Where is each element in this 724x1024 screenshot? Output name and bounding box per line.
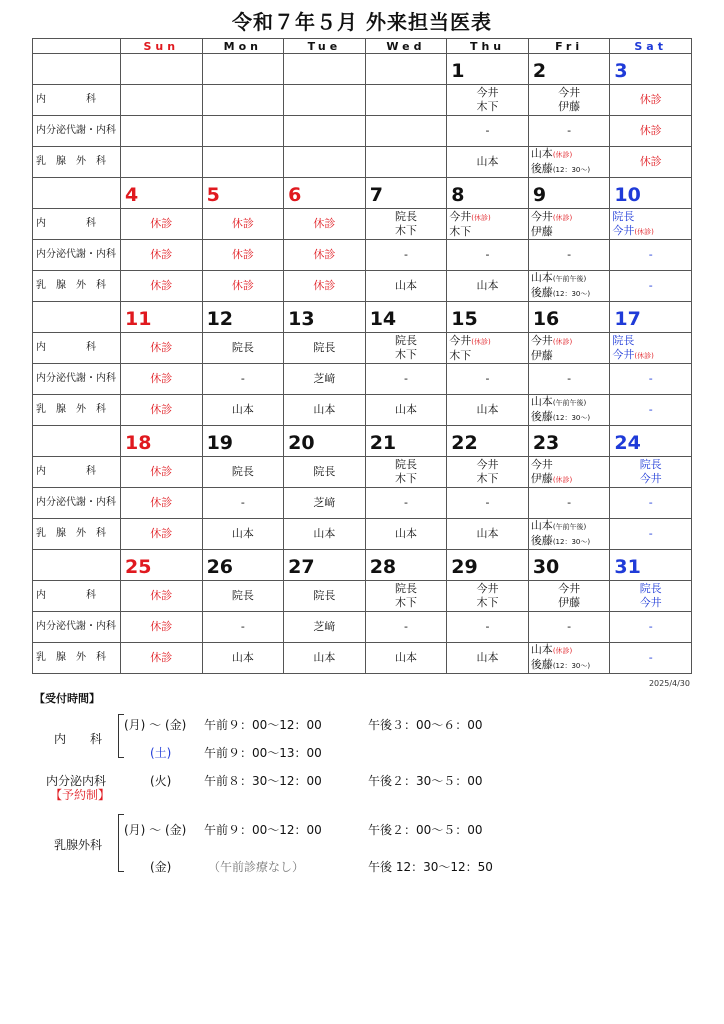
doctor-cell (121, 116, 203, 147)
doctor-cell: - (365, 364, 447, 395)
doctor-cell: 今井 伊藤(休診) (528, 457, 610, 488)
doctor-cell: 山本 (447, 147, 529, 178)
date-number: 4 (125, 184, 139, 206)
date-cell (202, 178, 284, 209)
doctor-cell: 休診 (610, 116, 692, 147)
date-cell (528, 550, 610, 581)
doctor-cell: - (610, 240, 692, 271)
naika-weekday-pm: 午後３：00～６：00 (368, 718, 483, 732)
doctor-cell: 芝﨑 (284, 488, 366, 519)
doctor-cell: 休診 (121, 333, 203, 364)
doctor-cell (284, 147, 366, 178)
doctor-cell: 山本 (447, 519, 529, 550)
date-number: 31 (614, 556, 641, 578)
doctor-cell: 芝﨑 (284, 364, 366, 395)
doctor-cell: - (365, 488, 447, 519)
date-cell (365, 426, 447, 457)
nyusen-weekday-pm: 午後２：00～５：00 (368, 823, 483, 837)
doctor-cell: 院長 木下 (365, 457, 447, 488)
nyusen-weekday-am: 午前９：00～12：00 (204, 823, 322, 837)
weekday-tue: Tue (284, 39, 366, 54)
date-number: 19 (206, 432, 234, 454)
doctor-cell: 休診 (284, 209, 366, 240)
doctor-cell: 今井(休診) 伊藤 (528, 209, 610, 240)
date-cell (610, 302, 692, 333)
doctor-cell: 休診 (202, 240, 284, 271)
nyusen-fri-note: （午前診療なし） (208, 860, 305, 874)
doctor-cell: 今井 木下 (447, 581, 529, 612)
week-5-nyusen-row (33, 643, 692, 674)
week-4-nyusen-row (33, 519, 692, 550)
doctor-cell: - (447, 364, 529, 395)
doctor-cell (365, 116, 447, 147)
doctor-cell: 山本 (447, 271, 529, 302)
weekday-fri: Fri (528, 39, 610, 54)
naibun-label: 内分泌内科 (46, 774, 107, 788)
nyusen-label: 乳腺外科 (54, 838, 103, 852)
date-number: 23 (532, 432, 560, 454)
department-label: 内 科 (33, 581, 121, 612)
doctor-cell (202, 116, 284, 147)
doctor-cell: 休診 (121, 240, 203, 271)
date-label-blank (33, 426, 121, 457)
doctor-cell (284, 116, 366, 147)
date-label-blank (33, 302, 121, 333)
department-label: 乳 腺 外 科 (33, 643, 121, 674)
date-number: 29 (451, 556, 478, 578)
doctor-cell: 休診 (610, 147, 692, 178)
date-cell (121, 178, 203, 209)
date-number: 2 (532, 60, 547, 82)
date-cell (121, 426, 203, 457)
date-cell (284, 550, 366, 581)
date-number: 14 (369, 308, 397, 330)
doctor-cell: 今井(休診) 木下 (447, 209, 529, 240)
doctor-cell: 休診 (121, 395, 203, 426)
schedule-table (32, 38, 692, 674)
doctor-cell: - (202, 488, 284, 519)
doctor-cell: 院長 (284, 581, 366, 612)
date-number: 8 (451, 184, 465, 206)
date-cell (202, 54, 284, 85)
date-cell (284, 426, 366, 457)
week-4-naika-row (33, 457, 692, 488)
department-label: 乳 腺 外 科 (33, 271, 121, 302)
doctor-cell: 院長 今井(休診) (610, 209, 692, 240)
doctor-cell: 院長 (284, 333, 366, 364)
date-number: 3 (614, 60, 628, 82)
date-cell (284, 178, 366, 209)
date-number: 30 (532, 556, 560, 578)
date-number: 16 (532, 308, 560, 330)
doctor-cell: 院長 (284, 457, 366, 488)
doctor-cell: 休診 (202, 271, 284, 302)
naibun-am: 午前８：30～12：00 (204, 774, 322, 788)
date-cell (610, 426, 692, 457)
department-label: 内分泌代謝・内科 (33, 116, 121, 147)
nyusen-weekday: (月) ～ (金) (124, 823, 187, 837)
week-1-nyusen-row (33, 147, 692, 178)
department-label: 内分泌代謝・内科 (33, 612, 121, 643)
date-number: 11 (125, 308, 152, 330)
week-2-naika-row (33, 209, 692, 240)
doctor-cell: 山本 (447, 643, 529, 674)
doctor-cell: - (365, 612, 447, 643)
date-number: 22 (451, 432, 478, 454)
doctor-cell (202, 147, 284, 178)
date-cell (528, 54, 610, 85)
doctor-cell (202, 85, 284, 116)
doctor-cell: 休診 (121, 209, 203, 240)
date-cell (365, 54, 447, 85)
doctor-cell: 山本(午前午後) 後藤(12：30～) (528, 271, 610, 302)
doctor-cell: 休診 (121, 457, 203, 488)
date-number: 28 (369, 556, 397, 578)
date-number: 24 (614, 432, 641, 454)
doctor-cell: 山本(休診) 後藤(12：30～) (528, 147, 610, 178)
naibun-pm: 午後２：30～５：00 (368, 774, 483, 788)
doctor-cell: 山本 (284, 519, 366, 550)
department-label: 内 科 (33, 457, 121, 488)
doctor-cell (121, 147, 203, 178)
date-cell (284, 302, 366, 333)
date-cell (202, 426, 284, 457)
weekday-sat: Sat (610, 39, 692, 54)
week-1-dates (33, 54, 692, 85)
date-cell (528, 302, 610, 333)
doctor-cell: 山本 (202, 643, 284, 674)
naika-sat-am: 午前９：00～13：00 (204, 746, 322, 760)
date-number: 7 (369, 184, 383, 206)
doctor-cell: 山本(休診) 後藤(12：30～) (528, 643, 610, 674)
department-label: 乳 腺 外 科 (33, 395, 121, 426)
doctor-cell: - (610, 519, 692, 550)
date-number: 27 (288, 556, 315, 578)
naibun-note: 【予約制】 (50, 788, 111, 802)
week-2-nyusen-row (33, 271, 692, 302)
department-label: 内分泌代謝・内科 (33, 488, 121, 519)
doctor-cell: 休診 (121, 581, 203, 612)
doctor-cell: 今井 木下 (447, 85, 529, 116)
doctor-cell: 院長 今井 (610, 581, 692, 612)
doctor-cell: - (447, 488, 529, 519)
doctor-cell: 院長 (202, 581, 284, 612)
doctor-cell (365, 85, 447, 116)
department-label: 内分泌代謝・内科 (33, 364, 121, 395)
week-5-dates (33, 550, 692, 581)
doctor-cell: 院長 (202, 457, 284, 488)
doctor-cell: 山本 (202, 519, 284, 550)
week-1-naibunpitsu-row (33, 116, 692, 147)
date-cell (528, 426, 610, 457)
doctor-cell: - (447, 116, 529, 147)
date-number: 21 (369, 432, 397, 454)
doctor-cell: 今井(休診) 伊藤 (528, 333, 610, 364)
date-cell (365, 178, 447, 209)
week-3-nyusen-row (33, 395, 692, 426)
date-cell (447, 178, 529, 209)
department-label: 乳 腺 外 科 (33, 519, 121, 550)
doctor-cell: - (610, 643, 692, 674)
doctor-cell: 休診 (121, 643, 203, 674)
doctor-cell: - (528, 488, 610, 519)
date-cell (202, 302, 284, 333)
doctor-cell: 山本 (365, 643, 447, 674)
naika-weekday: (月) ～ (金) (124, 718, 187, 732)
date-label-blank (33, 54, 121, 85)
doctor-cell: 今井 木下 (447, 457, 529, 488)
date-cell (447, 550, 529, 581)
doctor-cell: 院長 今井 (610, 457, 692, 488)
doctor-cell (365, 147, 447, 178)
doctor-cell: - (202, 364, 284, 395)
week-3-dates (33, 302, 692, 333)
doctor-cell: - (528, 612, 610, 643)
weekday-header-row (33, 39, 692, 54)
week-1-naika-row (33, 85, 692, 116)
naika-sat: (土) (150, 746, 172, 760)
week-4-naibunpitsu-row (33, 488, 692, 519)
week-5-naibunpitsu-row (33, 612, 692, 643)
date-number: 20 (288, 432, 315, 454)
week-2-naibunpitsu-row (33, 240, 692, 271)
doctor-cell: - (365, 240, 447, 271)
doctor-cell: 院長 木下 (365, 581, 447, 612)
date-number: 1 (451, 60, 465, 82)
week-3-naika-row (33, 333, 692, 364)
weekday-mon: Mon (202, 39, 284, 54)
date-cell (121, 54, 203, 85)
date-cell (121, 550, 203, 581)
department-label: 内分泌代謝・内科 (33, 240, 121, 271)
date-cell (610, 178, 692, 209)
doctor-cell: - (610, 612, 692, 643)
date-number: 6 (288, 184, 302, 206)
department-label: 乳 腺 外 科 (33, 147, 121, 178)
week-2-dates (33, 178, 692, 209)
doctor-cell: 休診 (202, 209, 284, 240)
doctor-cell: 山本(午前午後) 後藤(12：30～) (528, 519, 610, 550)
doctor-cell: 山本 (365, 395, 447, 426)
date-cell (447, 54, 529, 85)
doctor-cell (121, 85, 203, 116)
doctor-cell: 今井(休診) 木下 (447, 333, 529, 364)
doctor-cell: - (528, 116, 610, 147)
doctor-cell: 今井 伊藤 (528, 85, 610, 116)
doctor-cell: 休診 (284, 271, 366, 302)
week-5-naika-row (33, 581, 692, 612)
date-cell (121, 302, 203, 333)
doctor-cell: 休診 (121, 488, 203, 519)
doctor-cell: - (447, 612, 529, 643)
date-number: 18 (125, 432, 152, 454)
date-number: 5 (206, 184, 220, 206)
doctor-cell: 休診 (121, 271, 203, 302)
department-label: 内 科 (33, 85, 121, 116)
date-cell (447, 302, 529, 333)
naibun-day: (火) (150, 774, 172, 788)
doctor-cell: 院長 木下 (365, 333, 447, 364)
header-blank (33, 39, 121, 54)
date-number: 15 (451, 308, 478, 330)
date-cell (365, 550, 447, 581)
date-number: 10 (614, 184, 641, 206)
doctor-cell: - (528, 364, 610, 395)
department-label: 内 科 (33, 333, 121, 364)
doctor-cell: - (610, 395, 692, 426)
date-number: 26 (206, 556, 234, 578)
doctor-cell: 院長 (202, 333, 284, 364)
doctor-cell: 山本 (202, 395, 284, 426)
doctor-cell: 山本(午前午後) 後藤(12：30～) (528, 395, 610, 426)
doctor-cell: 山本 (365, 519, 447, 550)
doctor-cell: 休診 (121, 519, 203, 550)
date-cell (528, 178, 610, 209)
department-label: 内 科 (33, 209, 121, 240)
doctor-cell: - (610, 488, 692, 519)
date-number: 12 (206, 308, 234, 330)
date-cell (365, 302, 447, 333)
date-cell (284, 54, 366, 85)
page-title: 令和７年５月 外来担当医表 (232, 10, 492, 34)
week-3-naibunpitsu-row (33, 364, 692, 395)
doctor-cell: 山本 (284, 643, 366, 674)
doctor-cell: 休診 (121, 612, 203, 643)
date-number: 13 (288, 308, 315, 330)
date-number: 17 (614, 308, 641, 330)
updated-date: 2025/4/30 (648, 679, 690, 688)
doctor-cell: 院長 木下 (365, 209, 447, 240)
week-4-dates (33, 426, 692, 457)
weekday-thu: Thu (447, 39, 529, 54)
date-label-blank (33, 550, 121, 581)
doctor-cell: 今井 伊藤 (528, 581, 610, 612)
doctor-cell: - (202, 612, 284, 643)
naika-weekday-am: 午前９：00～12：00 (204, 718, 322, 732)
doctor-cell: - (610, 364, 692, 395)
naika-label: 内 科 (54, 732, 103, 746)
nyusen-fri: (金) (150, 860, 172, 874)
doctor-cell: 休診 (610, 85, 692, 116)
doctor-cell: 休診 (121, 364, 203, 395)
date-label-blank (33, 178, 121, 209)
doctor-cell: 山本 (284, 395, 366, 426)
doctor-cell: 芝﨑 (284, 612, 366, 643)
weekday-wed: Wed (365, 39, 447, 54)
doctor-cell (284, 85, 366, 116)
doctor-cell: - (447, 240, 529, 271)
doctor-cell: 山本 (365, 271, 447, 302)
doctor-cell: 院長 今井(休診) (610, 333, 692, 364)
doctor-cell: 休診 (284, 240, 366, 271)
nyusen-fri-pm: 午後 12：30～12：50 (368, 860, 493, 874)
doctor-cell: - (610, 271, 692, 302)
date-number: 25 (125, 556, 152, 578)
date-number: 9 (532, 184, 547, 206)
hours-section-title: 【受付時間】 (34, 692, 100, 705)
date-cell (447, 426, 529, 457)
doctor-cell: - (528, 240, 610, 271)
date-cell (610, 550, 692, 581)
date-cell (610, 54, 692, 85)
doctor-cell: 山本 (447, 395, 529, 426)
weekday-sun: Sun (121, 39, 203, 54)
date-cell (202, 550, 284, 581)
